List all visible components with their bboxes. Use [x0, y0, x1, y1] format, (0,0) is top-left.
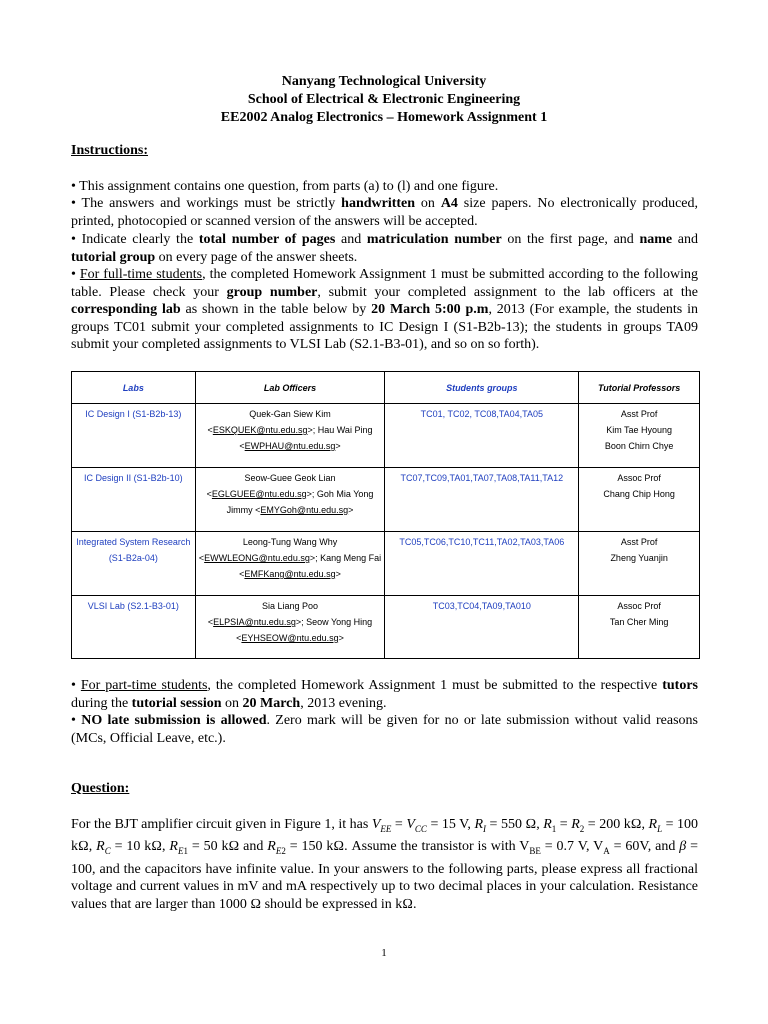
lab-officers: Leong-Tung Wang Why <EWWLEONG@ntu.edu.sg>; Kang Meng Fai <EMFKang@ntu.edu.sg> [195, 532, 385, 596]
university-title: Nanyang Technological University [281, 74, 487, 89]
page-number: 1 [381, 947, 387, 959]
lab-officers: Quek-Gan Siew Kim <ESKQUEK@ntu.edu.sg>; Hau Wai Ping <EWPHAU@ntu.edu.sg> [195, 404, 385, 468]
header-lab-officers: Lab Officers [195, 372, 385, 404]
student-groups: TC01, TC02, TC08,TA04,TA05 [385, 404, 579, 468]
tutorial-professors: Assoc Prof Chang Chip Hong [579, 468, 700, 532]
instruction-bullet-1: • This assignment contains one question, from parts (a) to (l) and one figure. [71, 179, 499, 194]
instruction-bullet-5: • For part-time students, the completed Homework Assignment 1 must be submitted to the respective tutors during the tutorial session on 20 March, 2013 evening. [71, 678, 698, 711]
student-groups: TC07,TC09,TA01,TA07,TA08,TA11,TA12 [385, 468, 579, 532]
instruction-bullet-6: • NO late submission is allowed. Zero mark will be given for no or late submission without valid reasons (MCs, Official Leave, etc.). [71, 713, 699, 746]
lab-name: Integrated System Research (S1-B2a-04) [72, 532, 196, 596]
header-tutorial-professors: Tutorial Professors [579, 372, 700, 404]
tutorial-professors: Asst Prof Zheng Yuanjin [579, 532, 700, 596]
officer-email-link[interactable]: ESKQUEK@ntu.edu.sg [212, 425, 308, 435]
question-heading: Question: [71, 781, 130, 796]
lab-officers: Sia Liang Poo <ELPSIA@ntu.edu.sg>; Seow Yong Hing <EYHSEOW@ntu.edu.sg> [195, 596, 385, 659]
officer-email-link[interactable]: EMFKang@ntu.edu.sg [244, 569, 336, 579]
lab-submission-table [71, 371, 700, 659]
instruction-bullet-4: • For full-time students, the completed Homework Assignment 1 must be submitted according to the following table. Please check your group number, submit your completed assignment to the lab officers at the corresponding lab as shown in the table below by 20 March 5:00 p.m, 2013 (For example, the students in groups TC01 submit your completed assignments to IC Design I (S1-B2b-13); the students in groups TA09 submit your completed assignments to VLSI Lab (S2.1-B3-01), and so on so forth). [71, 267, 699, 352]
lab-name: IC Design II (S1-B2b-10) [72, 468, 196, 532]
table-header-row [72, 372, 700, 404]
tutorial-professors: Asst Prof Kim Tae Hyoung Boon Chirn Chye [579, 404, 700, 468]
officer-email-link[interactable]: EMYGoh@ntu.edu.sg [260, 505, 349, 515]
officer-email-link[interactable]: EWWLEONG@ntu.edu.sg [204, 553, 310, 563]
lab-name: IC Design I (S1-B2b-13) [72, 404, 196, 468]
officer-email-link[interactable]: EGLGUEE@ntu.edu.sg [211, 489, 307, 499]
instructions-heading: Instructions: [71, 143, 149, 158]
table-row [72, 404, 700, 468]
school-title: School of Electrical & Electronic Engineering [247, 92, 521, 107]
table-row [72, 596, 700, 659]
student-groups: TC03,TC04,TA09,TA010 [385, 596, 579, 659]
officer-email-link[interactable]: ELPSIA@ntu.edu.sg [213, 617, 296, 627]
course-title: EE2002 Analog Electronics – Homework Assignment 1 [220, 110, 548, 125]
header-labs: Labs [72, 372, 196, 404]
table-row [72, 468, 700, 532]
lab-officers: Seow-Guee Geok Lian <EGLGUEE@ntu.edu.sg>; Goh Mia Yong Jimmy <EMYGoh@ntu.edu.sg> [195, 468, 385, 532]
question-text: For the BJT amplifier circuit given in Figure 1, it has $V_{EE} = V_{CC} = 15$ V, $R_I = 550$ Ω, $R_1 = R_2 = 200$ kΩ, $R_L = 100$ kΩ, $R_C = 10$ kΩ, $R_{E1} = 50$ kΩ and $R_{E2} = 150$ kΩ. Assume the transistor is with $V_{BE} = 0.7$ V, $V_A = 60V$, and β = 100, and the capacitors have infinite value. In your answers to the following parts, please express all fractional voltage and current values in mV and mA respectively up to two decimal places in your calculation. Resistance values that are larger than 1000 Ω should be expressed in kΩ. [71, 817, 699, 912]
student-groups: TC05,TC06,TC10,TC11,TA02,TA03,TA06 [385, 532, 579, 596]
tutorial-professors: Assoc Prof Tan Cher Ming [579, 596, 700, 659]
lab-name: VLSI Lab (S2.1-B3-01) [72, 596, 196, 659]
instruction-bullet-3: • Indicate clearly the total number of pages and matriculation number on the first page, and name and tutorial group on every page of the answer sheets. [71, 232, 699, 265]
officer-email-link[interactable]: EWPHAU@ntu.edu.sg [244, 441, 336, 451]
instruction-bullet-2: • The answers and workings must be strictly handwritten on A4 size papers. No electronically produced, printed, photocopied or scanned version of the answers will be accepted. [71, 196, 698, 229]
officer-email-link[interactable]: EYHSEOW@ntu.edu.sg [241, 633, 339, 643]
table-row [72, 532, 700, 596]
header-students-groups: Students groups [385, 372, 579, 404]
